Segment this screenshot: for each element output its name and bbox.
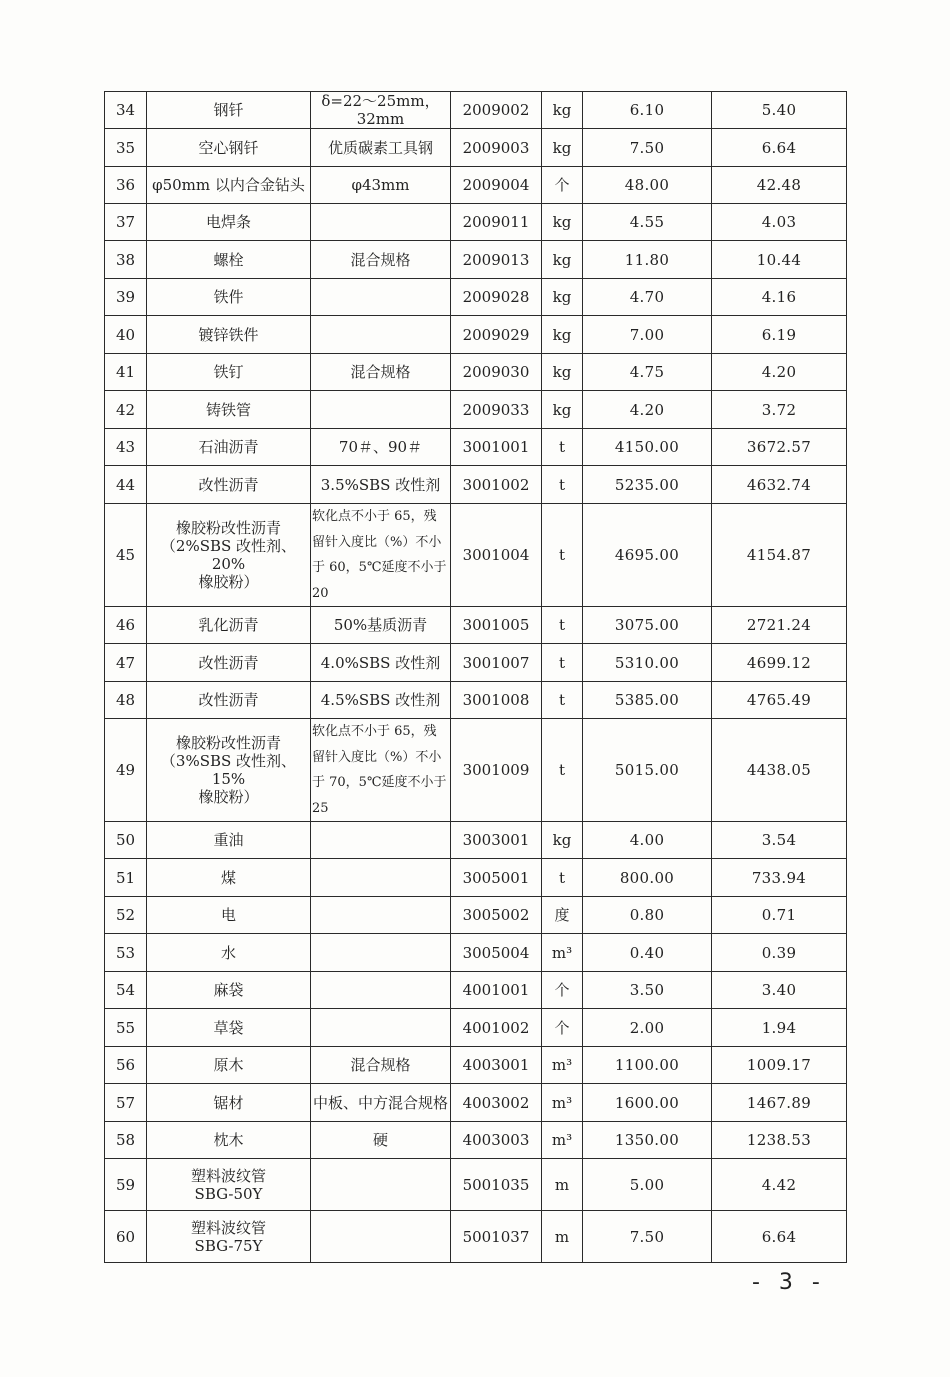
- material-name-cell: [147, 204, 311, 241]
- table-row: [105, 279, 847, 316]
- price-excl-tax-cell: 3672.57: [712, 429, 847, 466]
- code-cell: 5001037: [451, 1211, 542, 1263]
- unit-cell: m: [542, 1159, 583, 1211]
- material-name-cell: [147, 1084, 311, 1122]
- code-cell: 3001009: [451, 719, 542, 822]
- row-number-cell: 59: [105, 1159, 147, 1211]
- price-cell: 4150.00: [583, 429, 712, 466]
- specification-cell: [311, 822, 451, 859]
- material-name-line: 锯材: [213, 1093, 244, 1112]
- price-excl-tax-cell: 3.40: [712, 972, 847, 1009]
- material-name-cell: [147, 897, 311, 934]
- material-name-cell: [147, 1211, 311, 1263]
- table-row: [105, 429, 847, 466]
- unit-cell: kg: [542, 92, 583, 129]
- material-name-line: 橡胶粉改性沥青: [175, 734, 281, 752]
- row-number-cell: 40: [105, 316, 147, 354]
- row-number-cell: 50: [105, 822, 147, 859]
- row-number-cell: 51: [105, 859, 147, 897]
- price-excl-tax-cell: 1009.17: [712, 1047, 847, 1084]
- row-number-cell: 52: [105, 897, 147, 934]
- material-name-line: 改性沥青: [198, 653, 259, 672]
- specification-cell: [311, 391, 451, 429]
- material-name-line: 橡胶粉）: [198, 573, 259, 591]
- row-number-cell: 44: [105, 466, 147, 504]
- price-excl-tax-cell: 5.40: [712, 92, 847, 129]
- unit-cell: t: [542, 466, 583, 504]
- unit-cell: kg: [542, 822, 583, 859]
- material-name-line: 石油沥青: [198, 438, 259, 456]
- code-cell: 2009003: [451, 129, 542, 167]
- code-cell: 5001035: [451, 1159, 542, 1211]
- code-cell: 4003002: [451, 1084, 542, 1122]
- specification-cell: 软化点不小于 65，残留针入度比（%）不小于 60，5℃延度不小于 20: [311, 504, 451, 607]
- specification-cell: [311, 316, 451, 354]
- material-name-cell: [147, 466, 311, 504]
- unit-cell: t: [542, 504, 583, 607]
- code-cell: 2009004: [451, 167, 542, 204]
- specification-cell: [311, 859, 451, 897]
- table-row: [105, 934, 847, 972]
- specification-cell: δ=22～25mm，32mm: [311, 92, 451, 129]
- table-row: [105, 204, 847, 241]
- specification-cell: 70＃、90＃: [311, 429, 451, 466]
- price-excl-tax-cell: 4154.87: [712, 504, 847, 607]
- material-name-line: 螺栓: [213, 250, 244, 269]
- price-excl-tax-cell: 42.48: [712, 167, 847, 204]
- material-name-line: 改性沥青: [198, 475, 259, 494]
- material-name-line: （2%SBS 改性剂、20%: [160, 537, 297, 573]
- material-name-line: （3%SBS 改性剂、15%: [160, 752, 297, 788]
- price-cell: 5235.00: [583, 466, 712, 504]
- table-row: [105, 129, 847, 167]
- price-excl-tax-cell: 4699.12: [712, 644, 847, 682]
- price-excl-tax-cell: 733.94: [712, 859, 847, 897]
- material-name-line: 塑料波纹管: [190, 1218, 266, 1237]
- price-excl-tax-cell: 3.54: [712, 822, 847, 859]
- table-row: [105, 607, 847, 644]
- price-cell: 4.75: [583, 354, 712, 391]
- code-cell: 4003003: [451, 1122, 542, 1159]
- material-name-line: 电: [220, 906, 236, 924]
- unit-cell: kg: [542, 129, 583, 167]
- specification-cell: 中板、中方混合规格: [311, 1084, 451, 1122]
- material-name-cell: [147, 1159, 311, 1211]
- price-excl-tax-cell: 4765.49: [712, 682, 847, 719]
- material-name-line: 煤: [220, 868, 236, 887]
- code-cell: 2009029: [451, 316, 542, 354]
- unit-cell: kg: [542, 354, 583, 391]
- unit-cell: t: [542, 429, 583, 466]
- material-name-cell: [147, 972, 311, 1009]
- material-name-line: 空心钢钎: [198, 138, 259, 157]
- price-excl-tax-cell: 4.42: [712, 1159, 847, 1211]
- material-name-line: SBG-50Y: [194, 1184, 263, 1203]
- specification-cell: [311, 204, 451, 241]
- row-number-cell: 53: [105, 934, 147, 972]
- code-cell: 4001002: [451, 1009, 542, 1047]
- unit-cell: t: [542, 644, 583, 682]
- page-number: - 3 -: [752, 1270, 826, 1295]
- material-name-cell: [147, 354, 311, 391]
- material-name-line: 重油: [213, 831, 244, 849]
- material-price-table: [104, 91, 847, 1263]
- code-cell: 3001001: [451, 429, 542, 466]
- price-cell: 4.20: [583, 391, 712, 429]
- unit-cell: m: [542, 1211, 583, 1263]
- table-row: [105, 644, 847, 682]
- price-cell: 5015.00: [583, 719, 712, 822]
- price-cell: 48.00: [583, 167, 712, 204]
- code-cell: 2009030: [451, 354, 542, 391]
- row-number-cell: 45: [105, 504, 147, 607]
- specification-cell: 优质碳素工具钢: [311, 129, 451, 167]
- price-cell: 1100.00: [583, 1047, 712, 1084]
- code-cell: 3003001: [451, 822, 542, 859]
- row-number-cell: 39: [105, 279, 147, 316]
- material-name-cell: [147, 92, 311, 129]
- specification-cell: [311, 1159, 451, 1211]
- code-cell: 2009013: [451, 241, 542, 279]
- price-excl-tax-cell: 4.16: [712, 279, 847, 316]
- material-name-cell: [147, 719, 311, 822]
- price-cell: 5385.00: [583, 682, 712, 719]
- table-body: [105, 92, 847, 1263]
- material-name-line: 铸铁管: [205, 400, 251, 419]
- table-row: [105, 972, 847, 1009]
- material-name-cell: [147, 822, 311, 859]
- material-name-line: 改性沥青: [198, 691, 259, 709]
- material-name-cell: [147, 607, 311, 644]
- specification-cell: 混合规格: [311, 1047, 451, 1084]
- table-row: [105, 1009, 847, 1047]
- row-number-cell: 35: [105, 129, 147, 167]
- row-number-cell: 36: [105, 167, 147, 204]
- material-name-cell: [147, 644, 311, 682]
- code-cell: 3001002: [451, 466, 542, 504]
- material-name-line: SBG-75Y: [194, 1236, 263, 1255]
- unit-cell: 个: [542, 972, 583, 1009]
- row-number-cell: 43: [105, 429, 147, 466]
- price-cell: 0.80: [583, 897, 712, 934]
- price-excl-tax-cell: 6.19: [712, 316, 847, 354]
- price-excl-tax-cell: 1467.89: [712, 1084, 847, 1122]
- code-cell: 3005002: [451, 897, 542, 934]
- code-cell: 2009033: [451, 391, 542, 429]
- row-number-cell: 54: [105, 972, 147, 1009]
- material-name-line: 电焊条: [205, 213, 251, 231]
- price-excl-tax-cell: 4632.74: [712, 466, 847, 504]
- specification-cell: [311, 972, 451, 1009]
- table-row: [105, 822, 847, 859]
- specification-cell: 4.5%SBS 改性剂: [311, 682, 451, 719]
- row-number-cell: 48: [105, 682, 147, 719]
- code-cell: 2009028: [451, 279, 542, 316]
- price-cell: 1600.00: [583, 1084, 712, 1122]
- material-name-line: 草袋: [213, 1018, 244, 1037]
- unit-cell: t: [542, 682, 583, 719]
- specification-cell: 3.5%SBS 改性剂: [311, 466, 451, 504]
- material-name-line: φ50mm 以内合金钻头: [152, 176, 305, 194]
- row-number-cell: 49: [105, 719, 147, 822]
- table-row: [105, 897, 847, 934]
- table-row: [105, 859, 847, 897]
- material-name-cell: [147, 167, 311, 204]
- table-row: [105, 316, 847, 354]
- unit-cell: 个: [542, 1009, 583, 1047]
- row-number-cell: 47: [105, 644, 147, 682]
- unit-cell: m³: [542, 934, 583, 972]
- price-excl-tax-cell: 3.72: [712, 391, 847, 429]
- material-name-cell: [147, 682, 311, 719]
- table-row: [105, 719, 847, 822]
- unit-cell: m³: [542, 1084, 583, 1122]
- code-cell: 3005004: [451, 934, 542, 972]
- row-number-cell: 41: [105, 354, 147, 391]
- price-cell: 0.40: [583, 934, 712, 972]
- price-excl-tax-cell: 6.64: [712, 1211, 847, 1263]
- material-name-line: 镀锌铁件: [198, 325, 259, 344]
- material-name-line: 橡胶粉改性沥青: [175, 519, 281, 537]
- price-cell: 7.50: [583, 1211, 712, 1263]
- code-cell: 4001001: [451, 972, 542, 1009]
- material-name-line: 塑料波纹管: [190, 1166, 266, 1185]
- price-cell: 3.50: [583, 972, 712, 1009]
- material-name-line: 原木: [213, 1056, 244, 1074]
- unit-cell: m³: [542, 1047, 583, 1084]
- unit-cell: kg: [542, 316, 583, 354]
- unit-cell: m³: [542, 1122, 583, 1159]
- unit-cell: t: [542, 607, 583, 644]
- row-number-cell: 55: [105, 1009, 147, 1047]
- code-cell: 2009002: [451, 92, 542, 129]
- price-cell: 7.00: [583, 316, 712, 354]
- row-number-cell: 58: [105, 1122, 147, 1159]
- material-name-line: 钢钎: [213, 101, 244, 119]
- price-excl-tax-cell: 6.64: [712, 129, 847, 167]
- code-cell: 3001004: [451, 504, 542, 607]
- row-number-cell: 37: [105, 204, 147, 241]
- price-cell: 4.55: [583, 204, 712, 241]
- price-cell: 5.00: [583, 1159, 712, 1211]
- price-excl-tax-cell: 0.39: [712, 934, 847, 972]
- table-row: [105, 1211, 847, 1263]
- table-row: [105, 241, 847, 279]
- code-cell: 3001007: [451, 644, 542, 682]
- table-row: [105, 167, 847, 204]
- price-cell: 4.00: [583, 822, 712, 859]
- row-number-cell: 60: [105, 1211, 147, 1263]
- material-name-cell: [147, 391, 311, 429]
- row-number-cell: 34: [105, 92, 147, 129]
- row-number-cell: 42: [105, 391, 147, 429]
- table-row: [105, 92, 847, 129]
- code-cell: 2009011: [451, 204, 542, 241]
- price-excl-tax-cell: 10.44: [712, 241, 847, 279]
- table-row: [105, 1159, 847, 1211]
- unit-cell: t: [542, 859, 583, 897]
- row-number-cell: 56: [105, 1047, 147, 1084]
- price-cell: 3075.00: [583, 607, 712, 644]
- specification-cell: [311, 1009, 451, 1047]
- table-row: [105, 1047, 847, 1084]
- price-excl-tax-cell: 4438.05: [712, 719, 847, 822]
- price-excl-tax-cell: 1238.53: [712, 1122, 847, 1159]
- unit-cell: kg: [542, 241, 583, 279]
- unit-cell: t: [542, 719, 583, 822]
- price-cell: 11.80: [583, 241, 712, 279]
- material-name-cell: [147, 429, 311, 466]
- table-row: [105, 1122, 847, 1159]
- material-name-cell: [147, 279, 311, 316]
- table-row: [105, 504, 847, 607]
- price-cell: 4.70: [583, 279, 712, 316]
- price-excl-tax-cell: 1.94: [712, 1009, 847, 1047]
- material-name-line: 橡胶粉）: [198, 788, 259, 806]
- price-cell: 2.00: [583, 1009, 712, 1047]
- price-cell: 4695.00: [583, 504, 712, 607]
- material-name-cell: [147, 1009, 311, 1047]
- specification-cell: 4.0%SBS 改性剂: [311, 644, 451, 682]
- code-cell: 3001008: [451, 682, 542, 719]
- unit-cell: 个: [542, 167, 583, 204]
- material-name-cell: [147, 859, 311, 897]
- unit-cell: kg: [542, 391, 583, 429]
- specification-cell: 硬: [311, 1122, 451, 1159]
- material-name-cell: [147, 241, 311, 279]
- table-row: [105, 466, 847, 504]
- code-cell: 3005001: [451, 859, 542, 897]
- specification-cell: 50%基质沥青: [311, 607, 451, 644]
- row-number-cell: 57: [105, 1084, 147, 1122]
- table-row: [105, 682, 847, 719]
- specification-cell: [311, 279, 451, 316]
- price-cell: 5310.00: [583, 644, 712, 682]
- specification-cell: 混合规格: [311, 354, 451, 391]
- unit-cell: 度: [542, 897, 583, 934]
- specification-cell: 混合规格: [311, 241, 451, 279]
- specification-cell: [311, 897, 451, 934]
- material-name-cell: [147, 1047, 311, 1084]
- row-number-cell: 46: [105, 607, 147, 644]
- price-excl-tax-cell: 2721.24: [712, 607, 847, 644]
- material-name-cell: [147, 504, 311, 607]
- unit-cell: kg: [542, 279, 583, 316]
- table-row: [105, 1084, 847, 1122]
- code-cell: 4003001: [451, 1047, 542, 1084]
- price-excl-tax-cell: 4.03: [712, 204, 847, 241]
- material-name-cell: [147, 316, 311, 354]
- material-name-cell: [147, 934, 311, 972]
- price-cell: 800.00: [583, 859, 712, 897]
- material-name-line: 枕木: [213, 1131, 244, 1149]
- table-row: [105, 391, 847, 429]
- material-name-line: 铁件: [213, 288, 244, 306]
- price-excl-tax-cell: 4.20: [712, 354, 847, 391]
- price-cell: 6.10: [583, 92, 712, 129]
- material-name-line: 水: [220, 943, 236, 962]
- specification-cell: 软化点不小于 65，残留针入度比（%）不小于 70，5℃延度不小于 25: [311, 719, 451, 822]
- price-cell: 7.50: [583, 129, 712, 167]
- row-number-cell: 38: [105, 241, 147, 279]
- price-cell: 1350.00: [583, 1122, 712, 1159]
- material-name-line: 乳化沥青: [198, 616, 259, 634]
- table-row: [105, 354, 847, 391]
- material-name-line: 麻袋: [213, 981, 244, 999]
- code-cell: 3001005: [451, 607, 542, 644]
- price-excl-tax-cell: 0.71: [712, 897, 847, 934]
- specification-cell: [311, 934, 451, 972]
- material-name-cell: [147, 1122, 311, 1159]
- specification-cell: [311, 1211, 451, 1263]
- specification-cell: φ43mm: [311, 167, 451, 204]
- unit-cell: kg: [542, 204, 583, 241]
- material-name-line: 铁钉: [213, 363, 244, 381]
- material-name-cell: [147, 129, 311, 167]
